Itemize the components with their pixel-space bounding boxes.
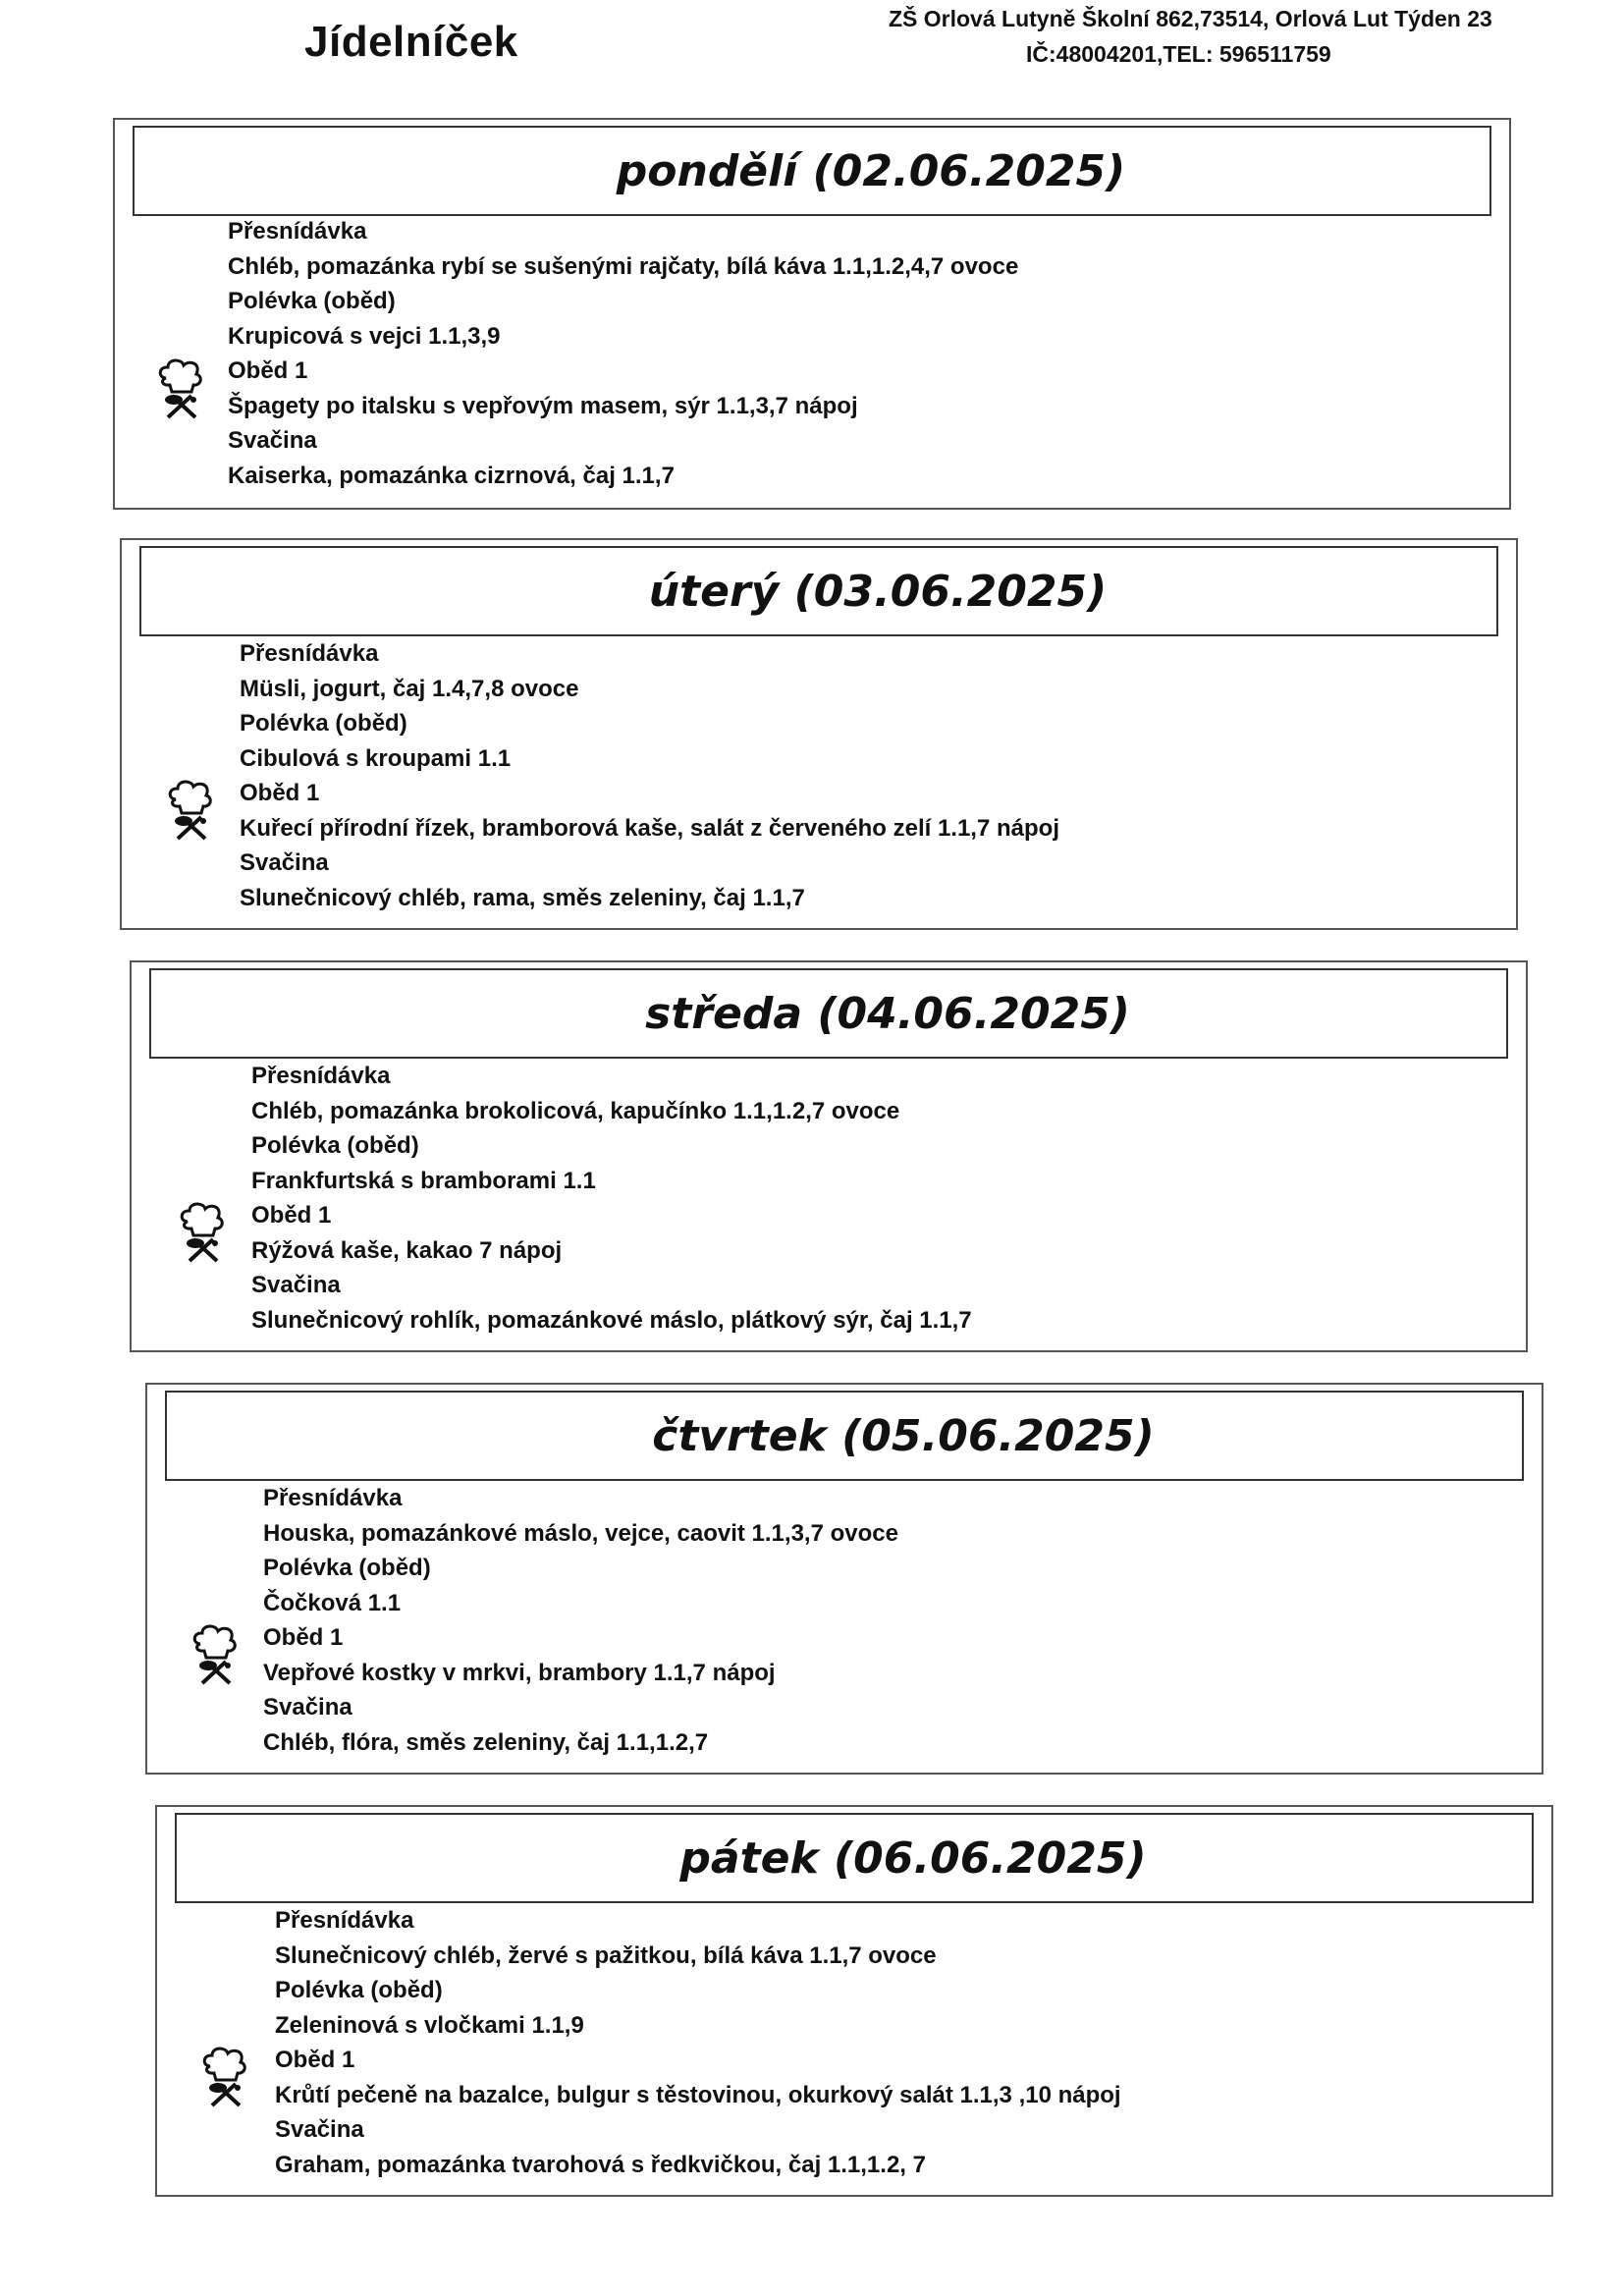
- meal-item: Špagety po italsku s vepřovým masem, sýr 1.1,3,7 nápoj: [228, 392, 858, 419]
- meal-item: Kuřecí přírodní řízek, bramborová kaše, salát z červeného zelí 1.1,7 nápoj: [240, 814, 1059, 842]
- school-contact: IČ:48004201,TEL: 596511759: [1026, 40, 1331, 67]
- chef-icon: [187, 1622, 245, 1685]
- meal-item: Chléb, pomazánka rybí se sušenými rajčaty, bílá káva 1.1,1.2,4,7 ovoce: [228, 252, 1019, 280]
- meal-label: Přesnídávka: [275, 1907, 414, 1934]
- day-title: úterý (03.06.2025): [648, 566, 1108, 617]
- meal-label: Polévka (oběd): [240, 710, 407, 737]
- day-header: [139, 546, 1498, 636]
- day-title: středa (04.06.2025): [645, 988, 1130, 1039]
- meal-label: Oběd 1: [275, 2047, 355, 2073]
- meal-label: Polévka (oběd): [251, 1132, 419, 1159]
- meal-label: Oběd 1: [251, 1202, 332, 1229]
- meal-label: Svačina: [228, 427, 317, 454]
- meal-list: [263, 1481, 898, 1760]
- school-address: ZŠ Orlová Lutyně Školní 862,73514, Orlová Lut Týden 23: [889, 6, 1492, 31]
- meal-label: Polévka (oběd): [263, 1555, 431, 1581]
- meal-label: Polévka (oběd): [228, 288, 396, 314]
- meal-label: Přesnídávka: [240, 640, 379, 667]
- meal-item: Frankfurtská s bramborami 1.1: [251, 1167, 596, 1194]
- meal-item: Cibulová s kroupami 1.1: [240, 744, 512, 772]
- day-header: [133, 126, 1491, 216]
- meal-list: [275, 1903, 1121, 2182]
- meal-label: Oběd 1: [240, 780, 320, 806]
- school-info: [889, 2, 1620, 72]
- meal-item: Houska, pomazánkové máslo, vejce, caovit 1.1,3,7 ovoce: [263, 1519, 898, 1547]
- meal-item: Chléb, flóra, směs zeleniny, čaj 1.1,1.2,7: [263, 1728, 709, 1756]
- chef-icon: [152, 356, 211, 419]
- meal-label: Přesnídávka: [263, 1485, 403, 1511]
- meal-list: [240, 636, 1059, 915]
- meal-label: Přesnídávka: [228, 218, 367, 245]
- meal-list: [251, 1059, 972, 1338]
- meal-item: Slunečnicový chléb, žervé s pažitkou, bílá káva 1.1,7 ovoce: [275, 1941, 937, 1969]
- chef-icon: [196, 2045, 255, 2107]
- day-header: [165, 1391, 1524, 1481]
- meal-item: Krůtí pečeně na bazalce, bulgur s těstovinou, okurkový salát 1.1,3 ,10 nápoj: [275, 2081, 1121, 2108]
- meal-item: Graham, pomazánka tvarohová s ředkvičkou, čaj 1.1,1.2, 7: [275, 2151, 926, 2178]
- day-title: čtvrtek (05.06.2025): [652, 1410, 1155, 1461]
- meal-label: Svačina: [263, 1694, 352, 1721]
- meal-item: Rýžová kaše, kakao 7 nápoj: [251, 1236, 563, 1264]
- page-title: Jídelníček: [304, 18, 518, 66]
- day-title: pátek (06.06.2025): [679, 1832, 1147, 1884]
- meal-item: Müsli, jogurt, čaj 1.4,7,8 ovoce: [240, 675, 579, 702]
- meal-item: Kaiserka, pomazánka cizrnová, čaj 1.1,7: [228, 462, 675, 489]
- meal-item: Zeleninová s vločkami 1.1,9: [275, 2011, 584, 2039]
- meal-item: Slunečnicový chléb, rama, směs zeleniny, čaj 1.1,7: [240, 884, 805, 911]
- meal-label: Svačina: [275, 2116, 364, 2143]
- day-title: pondělí (02.06.2025): [616, 145, 1126, 196]
- day-header: [149, 968, 1508, 1059]
- meal-item: Slunečnicový rohlík, pomazánkové máslo, plátkový sýr, čaj 1.1,7: [251, 1306, 972, 1334]
- meal-label: Polévka (oběd): [275, 1977, 443, 2003]
- meal-item: Vepřové kostky v mrkvi, brambory 1.1,7 nápoj: [263, 1659, 776, 1686]
- meal-label: Oběd 1: [228, 357, 308, 384]
- meal-label: Oběd 1: [263, 1624, 344, 1651]
- chef-icon: [174, 1200, 233, 1263]
- meal-item: Čočková 1.1: [263, 1589, 402, 1616]
- meal-list: [228, 214, 1018, 493]
- meal-item: Chléb, pomazánka brokolicová, kapučínko 1.1,1.2,7 ovoce: [251, 1097, 900, 1124]
- day-header: [175, 1813, 1534, 1903]
- meal-label: Přesnídávka: [251, 1063, 391, 1089]
- chef-icon: [162, 778, 221, 841]
- meal-label: Svačina: [240, 849, 329, 876]
- meal-item: Krupicová s vejci 1.1,3,9: [228, 322, 501, 350]
- meal-label: Svačina: [251, 1272, 341, 1298]
